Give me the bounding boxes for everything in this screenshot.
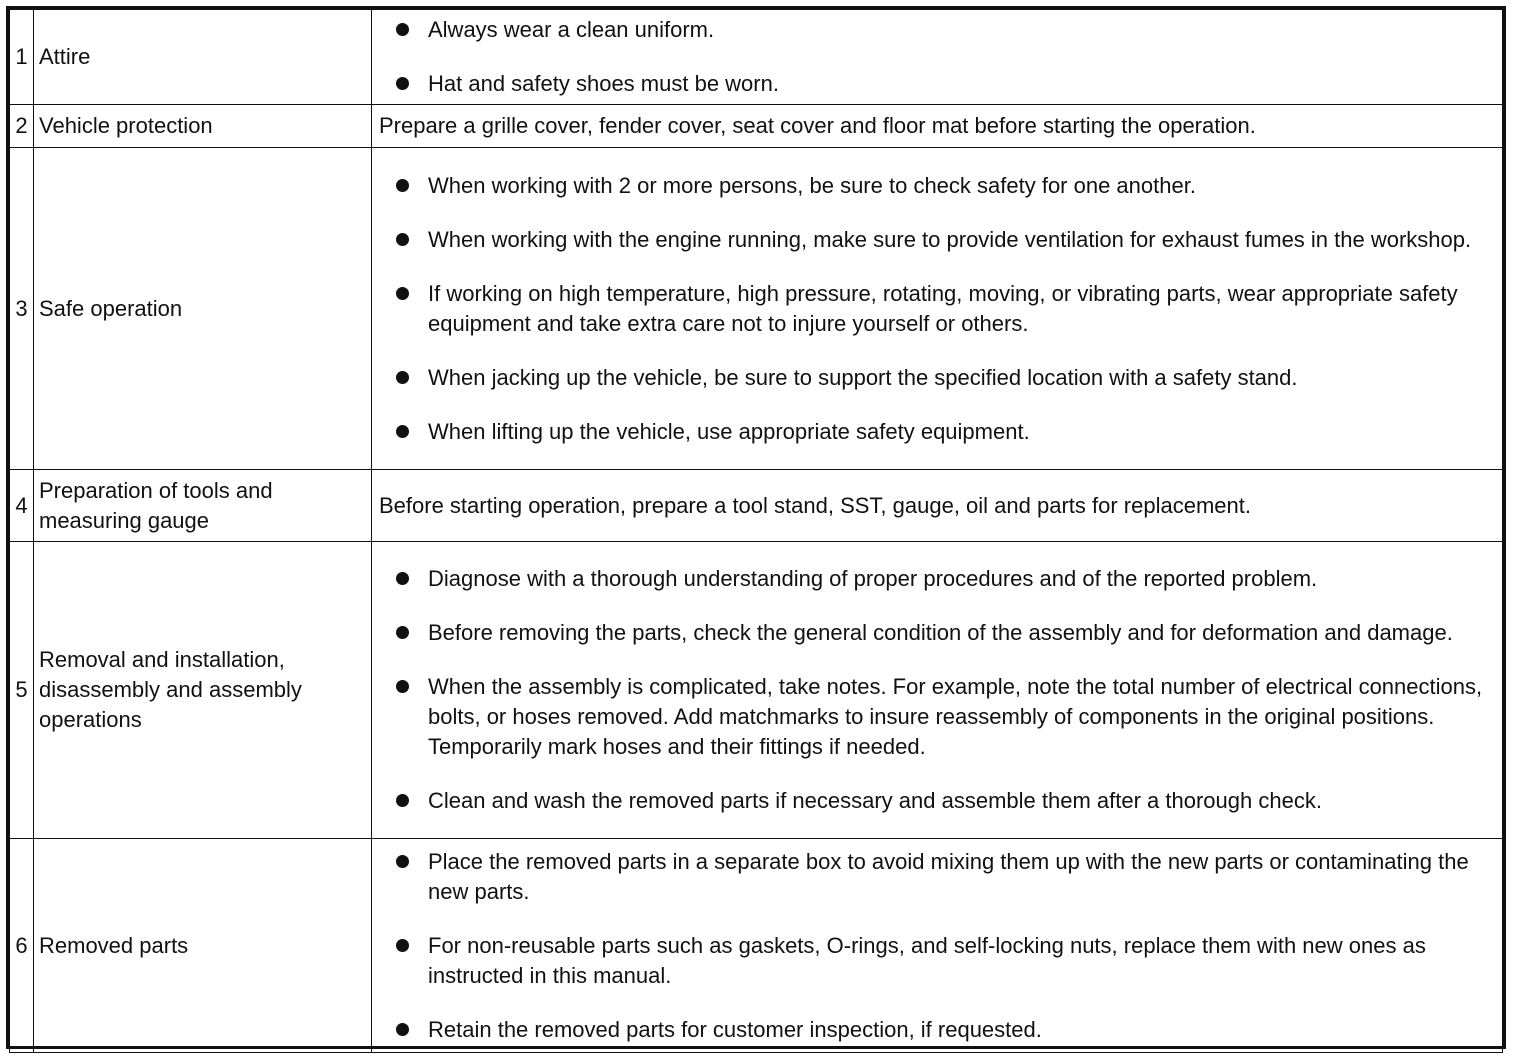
bullet-icon bbox=[396, 179, 409, 192]
bullet-icon bbox=[396, 23, 409, 36]
table-row bbox=[10, 10, 1503, 105]
bullet-item bbox=[380, 69, 1492, 99]
row-description bbox=[372, 10, 1503, 105]
row-item-label: Removal and installation, disassembly and assembly operations bbox=[34, 542, 372, 839]
bullet-item bbox=[380, 279, 1492, 339]
bullet-icon bbox=[396, 77, 409, 90]
bullet-item bbox=[380, 564, 1492, 594]
bullet-list bbox=[380, 564, 1492, 816]
table-row bbox=[10, 105, 1503, 148]
precautions-grid bbox=[9, 9, 1503, 1053]
bullet-item bbox=[380, 618, 1492, 648]
bullet-list bbox=[380, 847, 1492, 1045]
row-number: 2 bbox=[10, 105, 34, 148]
bullet-text: When the assembly is complicated, take notes. For example, note the total number of electrical connections, bolts, or hoses removed. Add matchmarks to insure reassembly of components in the original positions. Temporarily mark hoses and their fittings if needed. bbox=[428, 674, 1483, 759]
bullet-list bbox=[380, 15, 1492, 99]
table-row bbox=[10, 839, 1503, 1053]
bullet-text: Clean and wash the removed parts if necessary and assemble them after a thorough check. bbox=[428, 788, 1322, 813]
row-description bbox=[372, 148, 1503, 470]
row-item-label: Vehicle protection bbox=[34, 105, 372, 148]
bullet-icon bbox=[396, 626, 409, 639]
bullet-text: Place the removed parts in a separate box to avoid mixing them up with the new parts or contaminating the new parts. bbox=[428, 848, 1469, 904]
row-description: Prepare a grille cover, fender cover, seat cover and floor mat before starting the operation. bbox=[372, 105, 1503, 148]
precautions-table bbox=[6, 6, 1506, 1049]
bullet-icon bbox=[396, 425, 409, 438]
table-row bbox=[10, 470, 1503, 542]
bullet-item bbox=[380, 1015, 1492, 1045]
table-row bbox=[10, 542, 1503, 839]
bullet-text: Hat and safety shoes must be worn. bbox=[428, 71, 779, 96]
row-description: Before starting operation, prepare a tool stand, SST, gauge, oil and parts for replacement. bbox=[372, 470, 1503, 542]
bullet-icon bbox=[396, 287, 409, 300]
bullet-text: Before removing the parts, check the general condition of the assembly and for deformation and damage. bbox=[428, 620, 1453, 645]
bullet-item bbox=[380, 363, 1492, 393]
bullet-item bbox=[380, 171, 1492, 201]
bullet-text: For non-reusable parts such as gaskets, O-rings, and self-locking nuts, replace them with new ones as instructed in this manual. bbox=[428, 932, 1426, 988]
bullet-text: Diagnose with a thorough understanding of proper procedures and of the reported problem. bbox=[428, 566, 1318, 591]
bullet-item bbox=[380, 15, 1492, 45]
bullet-icon bbox=[396, 1023, 409, 1036]
row-item-label: Preparation of tools and measuring gauge bbox=[34, 470, 372, 542]
row-item-label: Attire bbox=[34, 10, 372, 105]
bullet-text: When working with the engine running, make sure to provide ventilation for exhaust fumes in the workshop. bbox=[428, 226, 1472, 252]
bullet-item bbox=[380, 672, 1492, 762]
bullet-text: When jacking up the vehicle, be sure to support the specified location with a safety stand. bbox=[428, 364, 1298, 390]
bullet-item bbox=[380, 847, 1492, 907]
row-item-label: Safe operation bbox=[34, 148, 372, 470]
bullet-text: If working on high temperature, high pressure, rotating, moving, or vibrating parts, wear appropriate safety equipment and take extra care not to injure yourself or others. bbox=[428, 280, 1458, 336]
bullet-item bbox=[380, 931, 1492, 991]
row-number: 4 bbox=[10, 470, 34, 542]
bullet-text: Retain the removed parts for customer inspection, if requested. bbox=[428, 1016, 1042, 1042]
bullet-icon bbox=[396, 371, 409, 384]
row-description bbox=[372, 839, 1503, 1053]
bullet-icon bbox=[396, 794, 409, 807]
row-number: 1 bbox=[10, 10, 34, 105]
table-row bbox=[10, 148, 1503, 470]
bullet-text: When working with 2 or more persons, be sure to check safety for one another. bbox=[428, 172, 1196, 198]
bullet-icon bbox=[396, 855, 409, 868]
row-number: 5 bbox=[10, 542, 34, 839]
bullet-icon bbox=[396, 939, 409, 952]
bullet-icon bbox=[396, 680, 409, 693]
bullet-text: When lifting up the vehicle, use appropriate safety equipment. bbox=[428, 418, 1030, 444]
row-number: 3 bbox=[10, 148, 34, 470]
row-description bbox=[372, 542, 1503, 839]
bullet-text: Always wear a clean uniform. bbox=[428, 17, 715, 42]
bullet-icon bbox=[396, 233, 409, 246]
row-item-label: Removed parts bbox=[34, 839, 372, 1053]
bullet-item bbox=[380, 786, 1492, 816]
bullet-item bbox=[380, 225, 1492, 255]
row-number: 6 bbox=[10, 839, 34, 1053]
bullet-item bbox=[380, 417, 1492, 447]
bullet-list bbox=[380, 171, 1492, 447]
bullet-icon bbox=[396, 572, 409, 585]
